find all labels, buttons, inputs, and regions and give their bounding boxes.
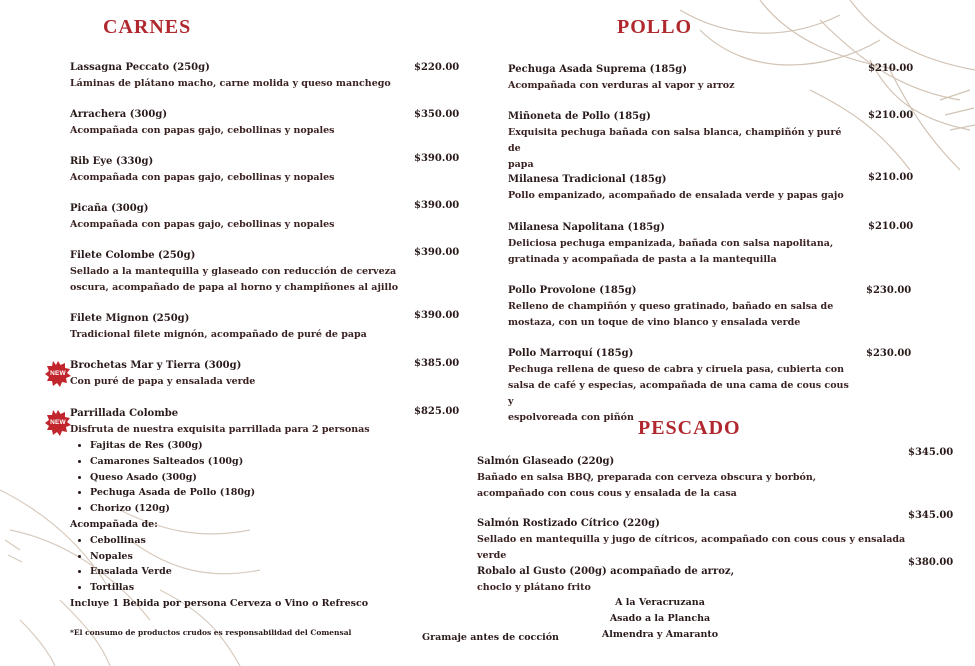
item-description: Sellado a la mantequilla y glaseado con reducción de cerveza [70, 266, 397, 277]
carnes-item-filete-colombe [70, 248, 410, 296]
item-price: $380.00 [908, 557, 954, 568]
item-price: $210.00 [868, 172, 914, 183]
parrillada-sides-list [70, 533, 415, 596]
item-description: Acompañada con papas gajo, cebollinas y nopales [70, 172, 335, 183]
pollo-item-minoneta [508, 109, 853, 173]
item-description: Exquisita pechuga bañada con salsa blanca, champiñón y puré de [508, 127, 842, 154]
item-name: Filete Mignon (250g) [70, 313, 190, 324]
weight-note: Gramaje antes de cocción [422, 632, 559, 643]
item-price: $825.00 [414, 406, 460, 417]
pollo-item-milanesa-tradicional [508, 172, 853, 204]
item-description: Deliciosa pechuga empanizada, bañada con salsa napolitana, [508, 238, 834, 249]
new-badge [45, 410, 71, 436]
item-description: espolvoreada con piñón [508, 412, 634, 423]
item-name: Picaña (300g) [70, 203, 149, 214]
carnes-item-brochetas [70, 358, 410, 390]
carnes-item-filete-mignon [70, 311, 410, 343]
item-name: Milanesa Napolitana (185g) [508, 222, 665, 233]
robalo-styles [580, 595, 740, 643]
item-description: Sellado en mantequilla y jugo de cítricos, acompañado con cous cous y ensalada verde [477, 534, 906, 561]
carnes-item-picana [70, 201, 410, 233]
item-price: $345.00 [908, 510, 954, 521]
item-name: Brochetas Mar y Tierra (300g) [70, 360, 242, 371]
item-description: papa [508, 159, 534, 170]
item-description: Láminas de plátano macho, carne molida y queso manchego [70, 78, 391, 89]
carnes-item-lassagna [70, 60, 410, 92]
item-description: acompañado con cous cous y ensalada de la casa [477, 488, 737, 499]
list-item: • Queso Asado (300g) [90, 470, 415, 486]
list-item: • Camarones Salteados (100g) [90, 454, 415, 470]
item-description: Tradicional filete mignón, acompañado de puré de papa [70, 329, 367, 340]
item-description: choclo y plátano frito [477, 582, 591, 593]
carnes-item-rib-eye [70, 154, 410, 186]
item-price: $390.00 [414, 200, 460, 211]
carnes-item-parrillada [70, 406, 415, 612]
item-description: Acompañada con papas gajo, cebollinas y nopales [70, 219, 335, 230]
list-item: • Cebollinas [90, 533, 415, 549]
item-description: Relleno de champiñón y queso gratinado, bañado en salsa de [508, 301, 834, 312]
item-name: Robalo al Gusto (200g) acompañado de arroz, [477, 566, 735, 577]
item-price: $230.00 [866, 285, 912, 296]
item-price: $390.00 [414, 153, 460, 164]
item-price: $230.00 [866, 348, 912, 359]
item-description: salsa de café y especias, acompañada de una cama de cous cous y [508, 380, 849, 407]
pescado-item-salmon-glaseado [477, 454, 897, 502]
item-description: mostaza, con un toque de vino blanco y ensalada verde [508, 317, 801, 328]
list-item: • Nopales [90, 549, 415, 565]
item-description: Pechuga rellena de queso de cabra y ciruela pasa, cubierta con [508, 364, 844, 375]
sides-label: Acompañada de: [70, 518, 158, 530]
carnes-section-title: CARNES [103, 16, 192, 38]
item-name: Arrachera (300g) [70, 109, 168, 120]
list-item: • Fajitas de Res (300g) [90, 438, 415, 454]
item-description: Disfruta de nuestra exquisita parrillada para 2 personas [70, 424, 370, 435]
item-description: Con puré de papa y ensalada verde [70, 376, 256, 387]
pescado-item-salmon-rostizado [477, 516, 917, 564]
item-price: $210.00 [868, 221, 914, 232]
item-description: Acompañada con verduras al vapor y arroz [508, 80, 735, 91]
item-name: Lassagna Peccato (250g) [70, 62, 210, 73]
item-price: $210.00 [868, 110, 914, 121]
item-price: $210.00 [868, 63, 914, 74]
item-name: Filete Colombe (250g) [70, 250, 196, 261]
list-item: A la Veracruzana [615, 597, 705, 608]
item-description: Pollo empanizado, acompañado de ensalada verde y papas gajo [508, 190, 844, 201]
list-item: • Chorizo (120g) [90, 501, 415, 517]
parrillada-includes-list [70, 438, 415, 517]
item-price: $350.00 [414, 109, 460, 120]
pollo-item-pechuga-suprema [508, 62, 853, 94]
item-name: Parrillada Colombe [70, 408, 179, 419]
pollo-section-title: POLLO [617, 16, 693, 38]
item-name: Pollo Provolone (185g) [508, 285, 637, 296]
list-item: • Tortillas [90, 580, 415, 596]
item-price: $390.00 [414, 310, 460, 321]
item-description: Acompañada con papas gajo, cebollinas y nopales [70, 125, 335, 136]
item-name: Miñoneta de Pollo (185g) [508, 111, 651, 122]
item-price: $345.00 [908, 447, 954, 458]
drink-note: Incluye 1 Bebida por persona Cerveza o Vino o Refresco [70, 597, 369, 609]
item-name: Milanesa Tradicional (185g) [508, 174, 667, 185]
item-price: $220.00 [414, 62, 460, 73]
item-description: Bañado en salsa BBQ, preparada con cerveza obscura y borbón, [477, 472, 817, 483]
list-item: Asado a la Plancha [609, 613, 711, 624]
pescado-section-title: PESCADO [638, 417, 741, 439]
item-name: Salmón Rostizado Cítrico (220g) [477, 518, 660, 529]
new-badge-label: NEW [50, 370, 66, 377]
pollo-item-provolone [508, 283, 853, 331]
new-badge [45, 361, 71, 387]
list-item: Almendra y Amaranto [601, 629, 719, 640]
pollo-item-milanesa-napolitana [508, 220, 853, 268]
item-name: Pechuga Asada Suprema (185g) [508, 64, 688, 75]
item-description: oscura, acompañado de papa al horno y champiñones al ajillo [70, 282, 399, 293]
new-badge-label: NEW [50, 419, 66, 426]
item-name: Pollo Marroquí (185g) [508, 348, 634, 359]
item-price: $385.00 [414, 358, 460, 369]
item-price: $390.00 [414, 247, 460, 258]
item-name: Salmón Glaseado (220g) [477, 456, 615, 467]
list-item: • Pechuga Asada de Pollo (180g) [90, 485, 415, 501]
raw-food-footnote: *El consumo de productos crudos es responsabilidad del Comensal [70, 628, 352, 637]
pollo-item-marroqui [508, 346, 853, 426]
item-description: gratinada y acompañada de pasta a la mantequilla [508, 254, 777, 265]
item-name: Rib Eye (330g) [70, 156, 154, 167]
carnes-item-arrachera [70, 107, 410, 139]
pescado-item-robalo [477, 564, 877, 596]
list-item: • Ensalada Verde [90, 564, 415, 580]
